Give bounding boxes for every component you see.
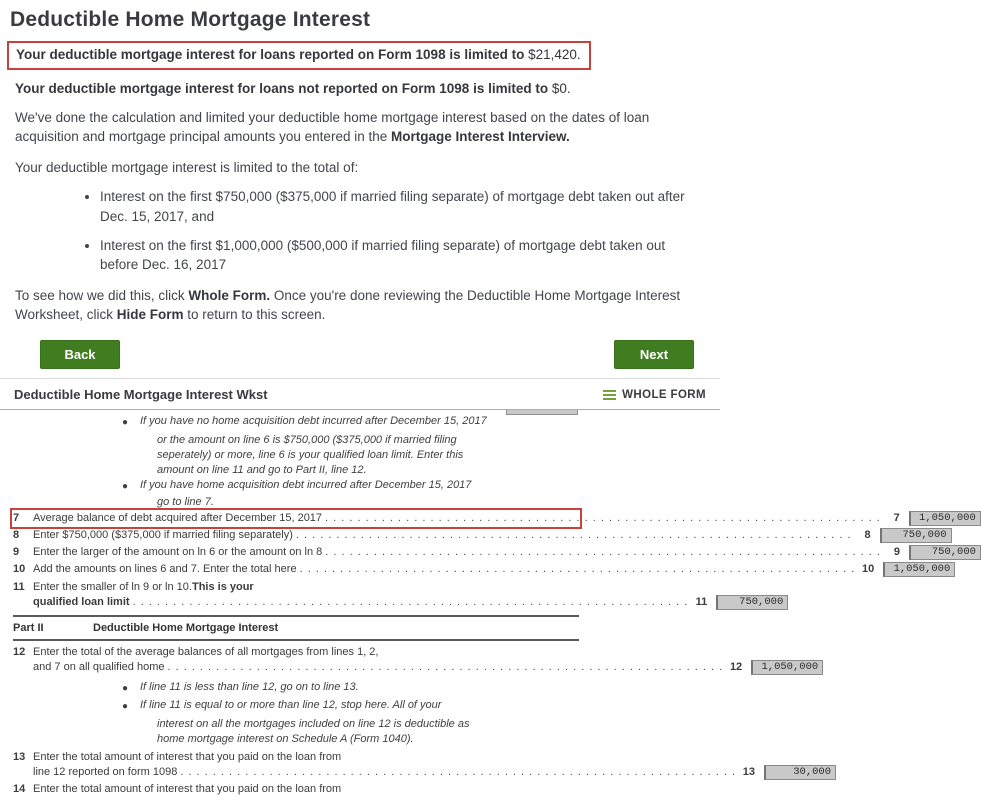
wkst-line9-row: 9 Enter the larger of the amount on ln 6 or the amount on ln 8 . . . 9 750,000 [13,545,579,560]
not-reported-limit-statement: Your deductible mortgage interest for loans not reported on Form 1098 is limited to $0. [15,81,571,96]
wkst-line12-row: 12 Enter the total of the average balances of all mortgages from lines 1, 2, and 7 on all qualified home . . . 12 1,050,000 [13,645,579,675]
line10-value-field[interactable]: 1,050,000 [883,562,955,577]
whole-form-label: WHOLE FORM [622,388,706,401]
limit-rules-list [10,187,708,274]
wkst-line10-row: 10 Add the amounts on lines 6 and 7. Enter the total here . . . 10 1,050,000 [13,562,579,577]
worksheet-title: Deductible Home Mortgage Interest Wkst [14,387,268,403]
part2-title: Deductible Home Mortgage Interest [93,622,279,635]
form1098-limit-amount: $21,420. [524,47,581,62]
wkst-bullet-line11-less: ● If line 11 is less than line 12, go on to line 13. [122,681,359,695]
interview-screen [0,0,720,369]
limit-rule-after-2017: • Interest on the first $750,000 ($375,000 if married filing separate) of mortgage debt taken out after Dec. 15, 2017, and [100,187,700,225]
line6-value-field-partial [506,410,578,415]
wkst-bullet-no-acquisition-debt: ● If you have no home acquisition debt incurred after December 15, 2017 or the amount on line 6 is $750,000 ($375,000 if married filing seperately) or more, line 6 is your qualified loan limit. Enter this amount on line 11 and go to Part II, line 12. [122,415,487,477]
bullet-dot-icon: ● [122,701,129,713]
leader-dots [325,545,881,560]
line9-value-field[interactable]: 750,000 [909,545,981,560]
worksheet-form [0,409,976,797]
wkst-bullet-has-acquisition-debt: ● If you have home acquisition debt incurred after December 15, 2017 go to line 7. [122,479,472,509]
line8-label: Enter $750,000 ($375,000 if married filing separately) [33,529,293,542]
line11-label: Enter the smaller of ln 9 or ln 10. [33,581,192,594]
not-reported-limit-amount: $0. [548,81,571,96]
back-button[interactable]: Back [40,340,120,369]
leader-dots [300,562,856,577]
form1098-limit-statement: Your deductible mortgage interest for loans reported on Form 1098 is limited to $21,420. [16,47,581,62]
whole-form-ref: Whole Form. [188,288,271,304]
mortgage-interest-interview-ref: Mortgage Interest Interview. [390,129,570,145]
line9-label: Enter the larger of the amount on ln 6 or the amount on ln 8 [33,546,323,559]
line12-value-field[interactable]: 1,050,000 [751,660,823,675]
wkst-part2-header: Part II Deductible Home Mortgage Interest [13,615,579,641]
calculation-explanation: We've done the calculation and limited your deductible home mortgage interest based on the dates of loan acquisition and mortgage principal amounts you entered in the Mortgage Interest Interview. [15,110,650,145]
hide-form-ref: Hide Form [116,307,184,323]
wkst-line7-row: 7 Average balance of debt acquired after December 15, 2017 . . . 7 1,050,000 [13,511,579,526]
leader-dots [180,765,736,780]
page-title: Deductible Home Mortgage Interest [10,8,371,31]
limited-interest-highlight-box [7,41,591,70]
line7-value-field[interactable]: 1,050,000 [909,511,981,526]
worksheet-header [0,378,720,409]
line10-label: Add the amounts on lines 6 and 7. Enter the total here [33,563,297,576]
leader-dots [133,595,689,610]
whole-form-button[interactable] [603,389,706,401]
leader-dots [296,528,852,543]
limit-intro-line: Your deductible mortgage interest is limited to the total of: [15,160,359,176]
line12-label: Enter the total of the average balances of all mortgages from lines 1, 2, [33,646,379,659]
line14-label: Enter the total amount of interest that you paid on the loan from [33,783,342,796]
limit-rule-before-2017: • Interest on the first $1,000,000 ($500,000 if married filing separate) of mortgage debt taken out before Dec. 16, 2017 [100,236,700,274]
wkst-line11-row: 11 Enter the smaller of ln 9 or ln 10. This is your qualified loan limit . . . 11 750,000 [13,580,579,610]
line13-value-field[interactable]: 30,000 [764,765,836,780]
wkst-line13-row: 13 Enter the total amount of interest that you paid on the loan from line 12 reported on form 1098 . . . 13 30,000 [13,750,579,780]
wkst-line14-row: 14 Enter the total amount of interest that you paid on the loan from [13,783,342,796]
line11-value-field[interactable]: 750,000 [716,595,788,610]
bullet-dot-icon: ● [122,683,129,695]
hamburger-icon [603,390,616,400]
bullet-dot-icon: ● [122,417,129,429]
whole-form-instructions: To see how we did this, click Whole Form. Once you're done reviewing the Deductible Home Mortgage Interest Worksheet, click Hide Form to return to this screen. [15,288,681,323]
wkst-line8-row: 8 Enter $750,000 ($375,000 if married filing separately) . . . 8 750,000 [13,528,579,543]
bullet-dot-icon: ● [122,481,129,493]
line8-value-field[interactable]: 750,000 [880,528,952,543]
leader-dots [325,511,881,526]
leader-dots [167,660,723,675]
line13-label: Enter the total amount of interest that you paid on the loan from [33,751,342,764]
wkst-bullet-line11-more: ● If line 11 is equal to or more than line 12, stop here. All of your interest on all the mortgages included on line 12 is deductible as home mortgage interest on Schedule A (Form 1040). [122,699,470,746]
navigation-buttons [40,340,694,369]
line7-label: Average balance of debt acquired after December 15, 2017 [33,512,323,525]
next-button[interactable]: Next [614,340,694,369]
